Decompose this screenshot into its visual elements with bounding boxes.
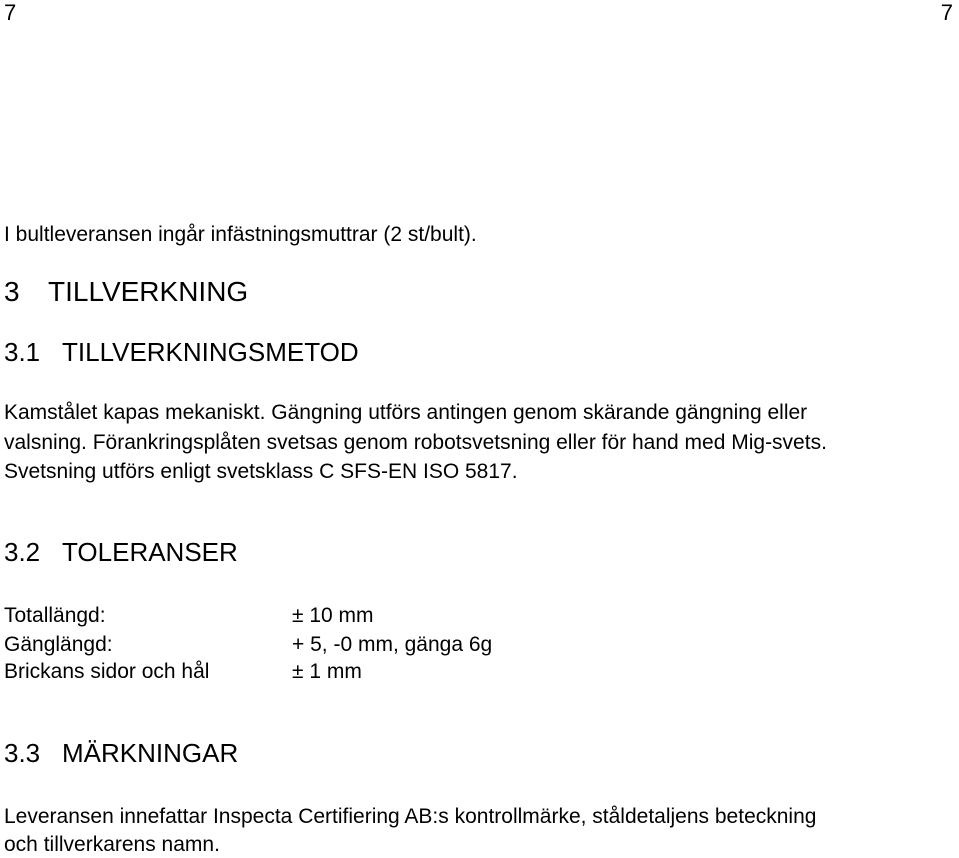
intro-paragraph: I bultleveransen ingår infästningsmuttrar (2 st/bult). bbox=[4, 223, 477, 246]
tolerance-value: ± 10 mm bbox=[292, 604, 374, 627]
tolerance-value: + 5, -0 mm, gänga 6g bbox=[292, 633, 493, 656]
tolerance-label: Totallängd: bbox=[4, 604, 106, 627]
tolerance-row bbox=[4, 659, 362, 685]
marking-line-2: och tillverkarens namn. bbox=[4, 833, 220, 856]
section-3-2-title: TOLERANSER bbox=[62, 537, 238, 567]
page-number-right: 7 bbox=[940, 0, 953, 25]
tolerance-row bbox=[4, 603, 374, 629]
marking-line-1: Leveransen innefattar Inspecta Certifiering AB:s kontrollmärke, ståldetaljens beteckning bbox=[4, 805, 817, 828]
method-line-2: valsning. Förankringsplåten svetsas genom robotsvetsning eller för hand med Mig-svets. bbox=[4, 431, 827, 454]
section-3-1-heading bbox=[4, 337, 359, 367]
tolerance-label: Gänglängd: bbox=[4, 633, 113, 656]
section-3-number: 3 bbox=[4, 276, 20, 307]
section-3-3-number: 3.3 bbox=[4, 738, 41, 768]
section-3-3-heading bbox=[4, 738, 238, 768]
tolerance-row bbox=[4, 632, 492, 658]
method-line-3: Svetsning utförs enligt svetsklass C SFS-EN ISO 5817. bbox=[4, 460, 518, 483]
section-3-2-number: 3.2 bbox=[4, 537, 41, 567]
tolerance-value: ± 1 mm bbox=[292, 660, 362, 683]
section-3-1-number: 3.1 bbox=[4, 337, 41, 367]
section-3-3-title: MÄRKNINGAR bbox=[62, 738, 239, 768]
page-number-left: 7 bbox=[4, 0, 17, 25]
section-3-1-title: TILLVERKNINGSMETOD bbox=[62, 337, 359, 367]
section-3-title: TILLVERKNING bbox=[48, 276, 249, 307]
section-3-heading bbox=[4, 276, 248, 308]
tolerance-label: Brickans sidor och hål bbox=[4, 660, 210, 683]
method-line-1: Kamstålet kapas mekaniskt. Gängning utförs antingen genom skärande gängning eller bbox=[4, 401, 808, 424]
section-3-2-heading bbox=[4, 537, 238, 567]
